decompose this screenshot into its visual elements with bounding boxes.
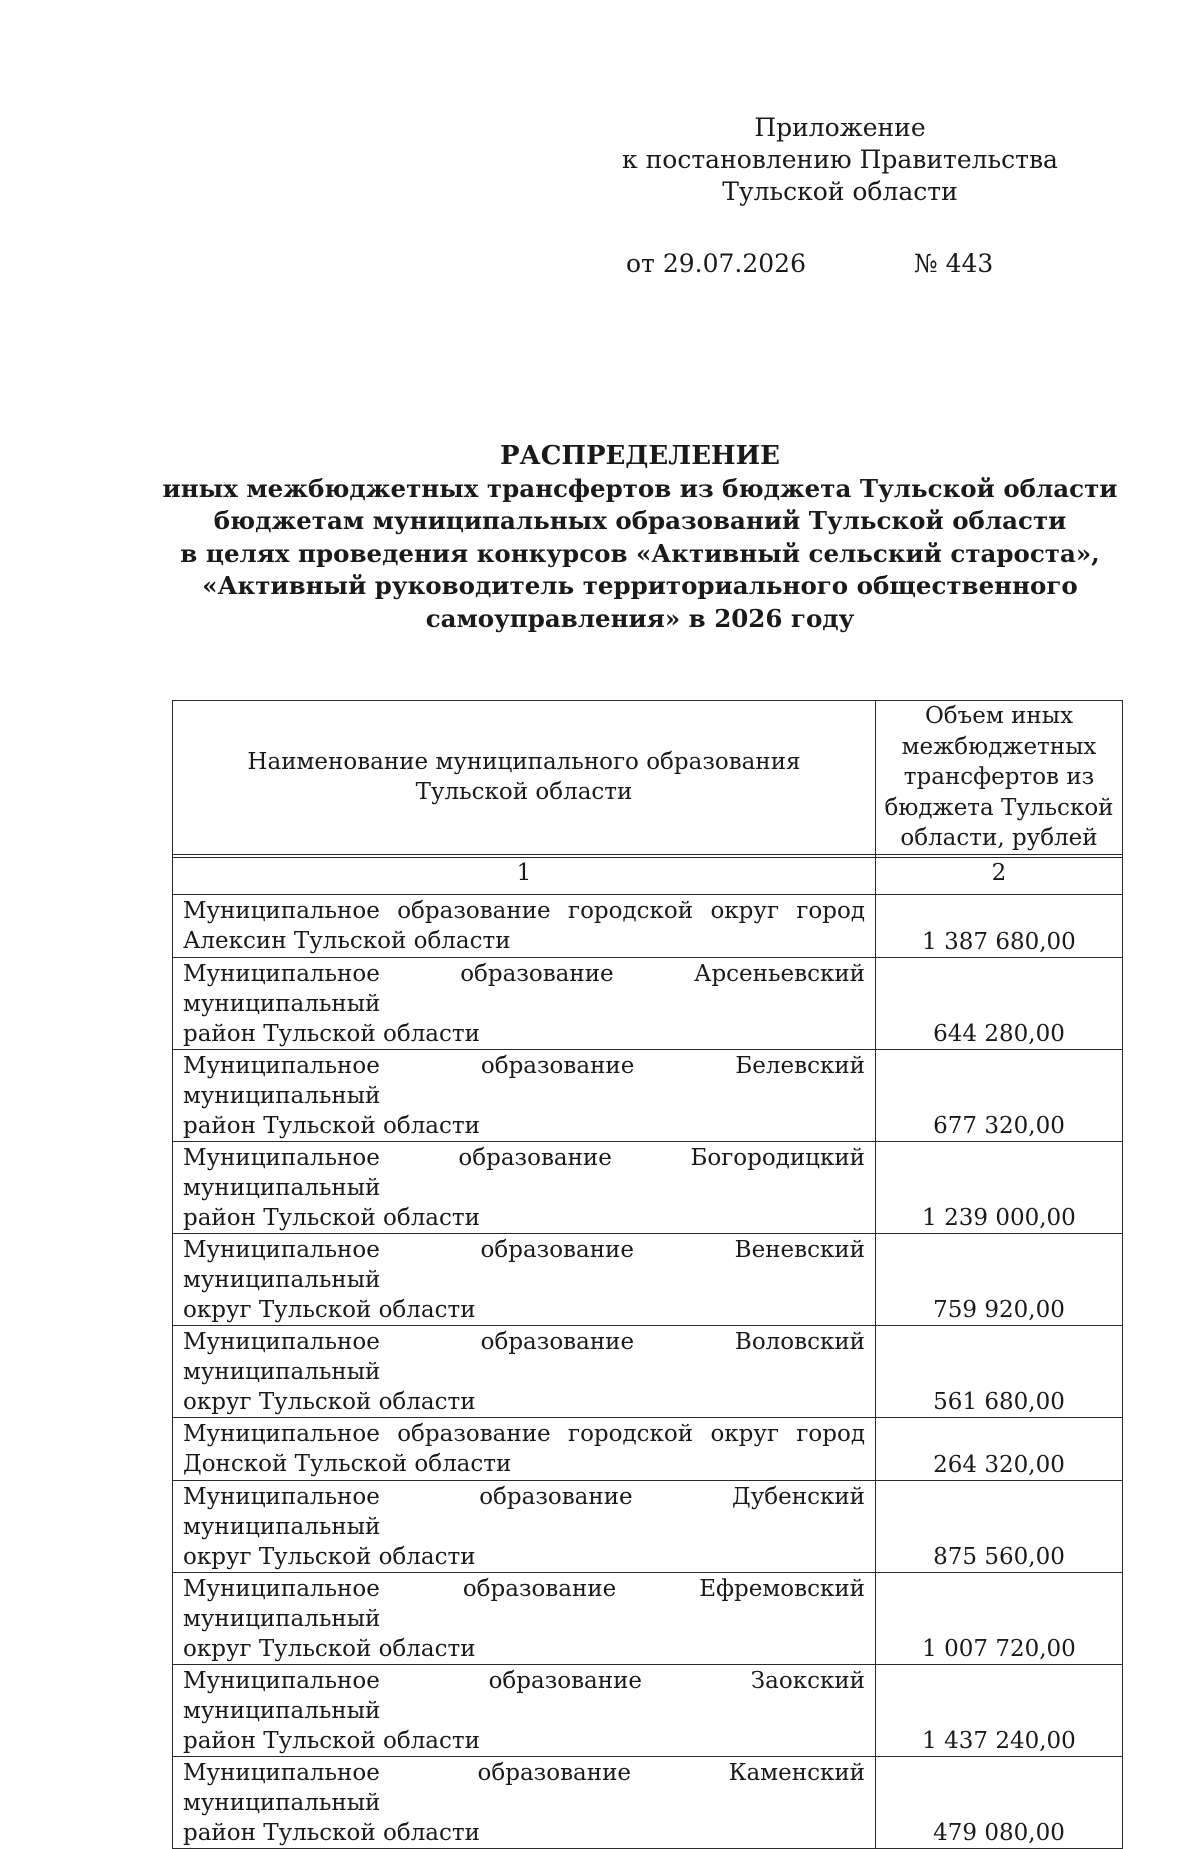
transfer-amount: 1 437 240,00: [876, 1664, 1123, 1756]
appendix-line-1: Приложение: [754, 113, 926, 142]
header-col2-line: бюджета Тульской: [884, 794, 1114, 821]
municipality-name: [173, 1756, 876, 1848]
municipality-name-line2: район Тульской области: [183, 1819, 480, 1846]
header-col1-line1: Наименование муниципального образования: [247, 749, 801, 776]
table-row: [173, 1756, 1123, 1848]
municipality-name-line2: Алексин Тульской области: [183, 927, 511, 954]
municipality-name: [173, 1049, 876, 1141]
column-number-2: 2: [876, 857, 1123, 894]
title-heading: РАСПРЕДЕЛЕНИЕ: [499, 441, 781, 471]
header-col1-line2: Тульской области: [415, 779, 633, 806]
title-line: иных межбюджетных трансфертов из бюджета Тульской области: [162, 473, 1118, 503]
resolution-number: № 443: [914, 249, 994, 278]
municipality-name: [173, 957, 876, 1049]
header-transfer-volume: [876, 701, 1123, 855]
table-row: [173, 1049, 1123, 1141]
municipality-name: [173, 1141, 876, 1233]
resolution-date: от 29.07.2026: [626, 249, 806, 278]
municipality-name-line1: Муниципальное образование Богородицкий муниципальный: [183, 1144, 865, 1201]
transfer-amount: 677 320,00: [876, 1049, 1123, 1141]
header-col2-line: Объем иных: [924, 703, 1074, 729]
transfer-amount: 479 080,00: [876, 1756, 1123, 1848]
municipality-name: [173, 1572, 876, 1664]
appendix-header: [600, 112, 1080, 208]
municipality-name-line2: район Тульской области: [183, 1112, 480, 1139]
appendix-line-2: к постановлению Правительства: [622, 145, 1058, 174]
header-col2-line: межбюджетных: [901, 733, 1097, 760]
municipality-name-line1: Муниципальное образование Веневский муниципальный: [183, 1236, 865, 1293]
title-line: бюджетам муниципальных образований Тульской области: [213, 506, 1067, 535]
column-number-row: [173, 857, 1123, 894]
title-line: самоуправления» в 2026 году: [425, 603, 855, 633]
municipality-name-line2: район Тульской области: [183, 1020, 480, 1047]
header-municipality-name: [173, 701, 876, 855]
table-row: [173, 1325, 1123, 1417]
municipality-name-line2: Донской Тульской области: [183, 1450, 512, 1477]
municipality-name-line2: район Тульской области: [183, 1727, 480, 1754]
title-line: «Активный руководитель территориального общественного: [202, 571, 1078, 600]
transfer-amount: 1 007 720,00: [876, 1572, 1123, 1664]
municipality-name-line1: Муниципальное образование Белевский муниципальный: [183, 1052, 865, 1109]
municipality-name: [173, 1480, 876, 1572]
table-row: [173, 1480, 1123, 1572]
municipality-name-line1: Муниципальное образование городской округ город: [183, 1420, 865, 1447]
municipality-name-line1: Муниципальное образование Воловский муниципальный: [183, 1328, 865, 1385]
municipality-name-line2: округ Тульской области: [183, 1296, 476, 1323]
municipality-name-line1: Муниципальное образование Ефремовский муниципальный: [183, 1575, 865, 1632]
municipality-name-line2: округ Тульской области: [183, 1635, 476, 1662]
document-title: [160, 440, 1120, 635]
table-row: [173, 1233, 1123, 1325]
transfer-amount: 1 239 000,00: [876, 1141, 1123, 1233]
municipality-name-line2: округ Тульской области: [183, 1543, 476, 1570]
table-header-row: [173, 701, 1123, 855]
municipality-name-line1: Муниципальное образование городской округ город: [183, 897, 865, 924]
title-line: в целях проведения конкурсов «Активный сельский староста»,: [180, 538, 1100, 568]
municipality-name-line2: округ Тульской области: [183, 1388, 476, 1415]
municipality-name: [173, 894, 876, 957]
municipality-name-line1: Муниципальное образование Арсеньевский муниципальный: [183, 960, 865, 1017]
table-row: [173, 1141, 1123, 1233]
table-row: [173, 1664, 1123, 1756]
table-row: [173, 957, 1123, 1049]
header-col2-line: области, рублей: [900, 825, 1098, 851]
appendix-line-3: Тульской области: [722, 177, 958, 206]
transfer-amount: 644 280,00: [876, 957, 1123, 1049]
table-row: [173, 1417, 1123, 1480]
municipality-name-line1: Муниципальное образование Заокский муниципальный: [183, 1667, 865, 1724]
table-row: [173, 894, 1123, 957]
municipality-name: [173, 1664, 876, 1756]
transfer-amount: 875 560,00: [876, 1480, 1123, 1572]
distribution-table: [172, 700, 1123, 1849]
municipality-name: [173, 1325, 876, 1417]
transfer-amount: 1 387 680,00: [876, 894, 1123, 957]
transfer-amount: 561 680,00: [876, 1325, 1123, 1417]
column-number-1: 1: [173, 857, 876, 894]
municipality-name-line1: Муниципальное образование Каменский муниципальный: [183, 1759, 865, 1816]
transfer-amount: 759 920,00: [876, 1233, 1123, 1325]
transfer-amount: 264 320,00: [876, 1417, 1123, 1480]
municipality-name: [173, 1233, 876, 1325]
header-col2-line: трансфертов из: [903, 764, 1095, 790]
table-row: [173, 1572, 1123, 1664]
municipality-name-line1: Муниципальное образование Дубенский муниципальный: [183, 1483, 865, 1540]
municipality-name: [173, 1417, 876, 1480]
municipality-name-line2: район Тульской области: [183, 1204, 480, 1231]
